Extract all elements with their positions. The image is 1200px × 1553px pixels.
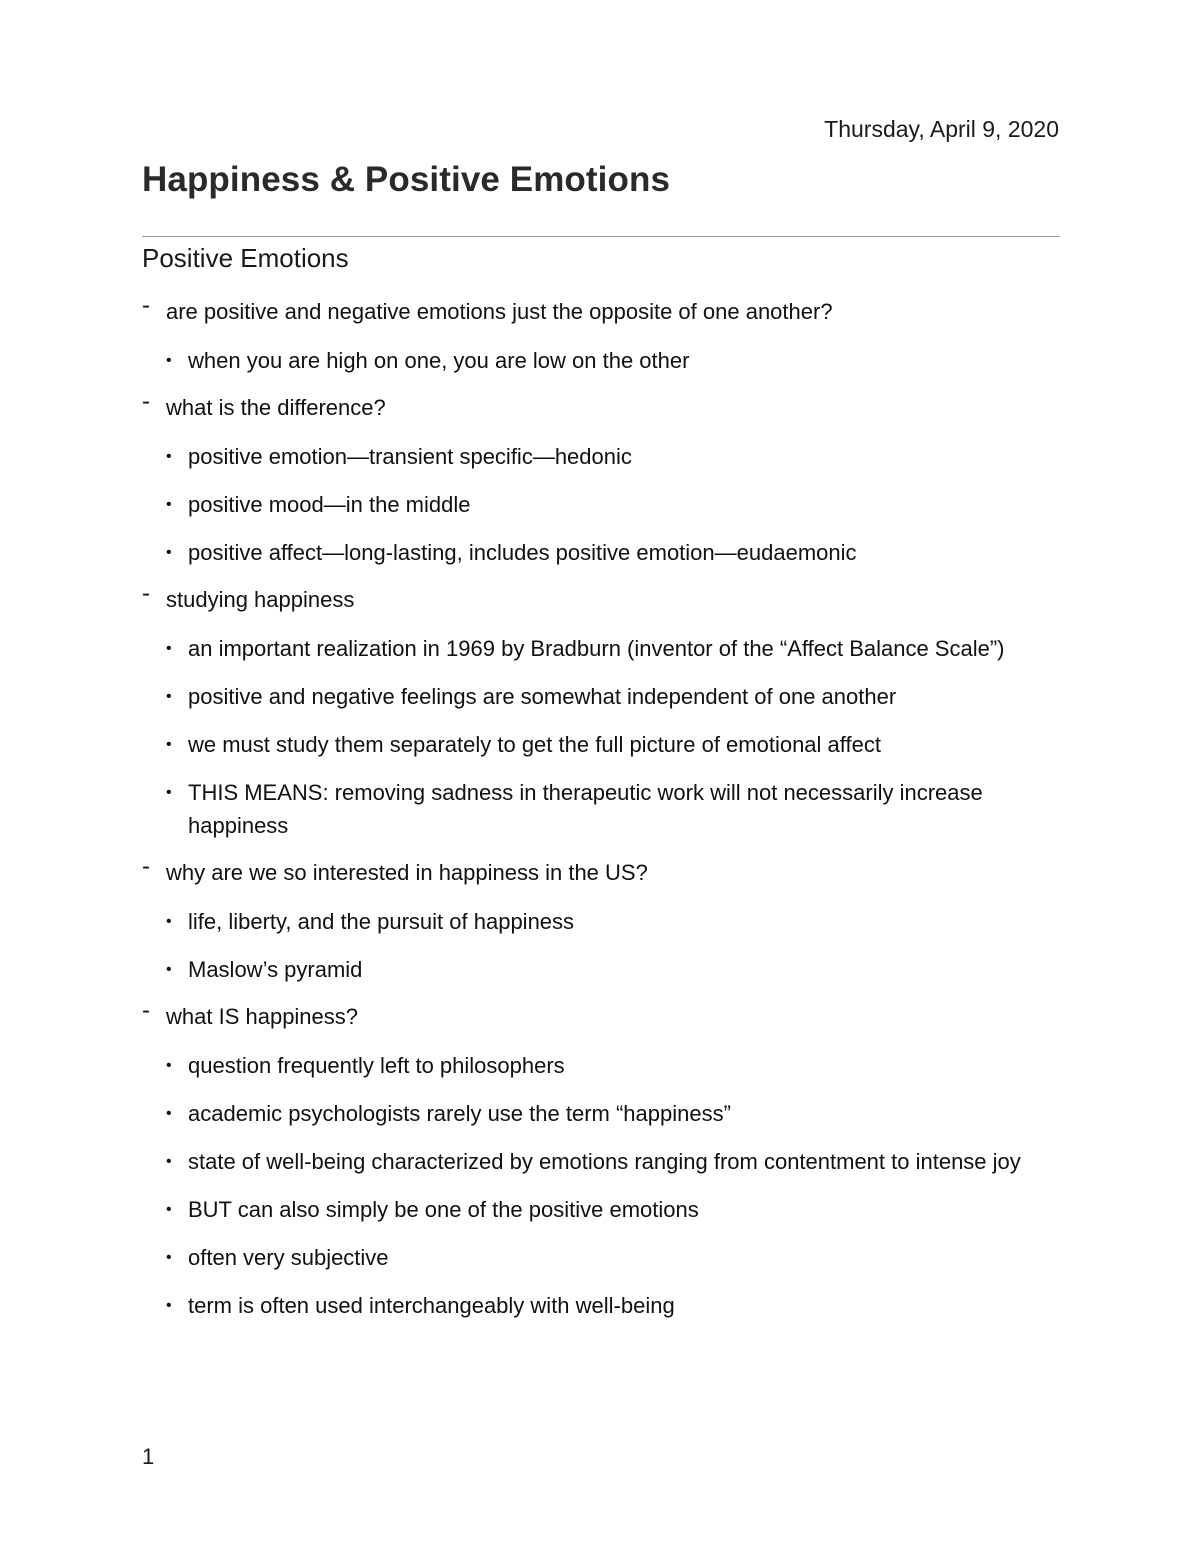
bullet-marker: • [166, 1057, 172, 1074]
sub-list [142, 1049, 1062, 1322]
sub-item [142, 1241, 1062, 1274]
outline-item-row [142, 388, 1062, 424]
bullet-marker: • [166, 913, 172, 930]
sub-item [142, 488, 1062, 521]
bullet-marker: • [166, 1105, 172, 1122]
sub-item [142, 1097, 1062, 1130]
sub-item [142, 728, 1062, 761]
section-heading: Positive Emotions [142, 243, 349, 273]
sub-item [142, 1049, 1062, 1082]
sub-item [142, 440, 1062, 473]
outline-item-row [142, 853, 1062, 889]
outline-item-row [142, 292, 1062, 328]
sub-item-text: term is often used interchangeably with well-being [188, 1293, 675, 1318]
sub-item [142, 776, 1062, 842]
sub-item-text: life, liberty, and the pursuit of happiness [188, 909, 575, 934]
sub-item-text: BUT can also simply be one of the positive emotions [188, 1197, 699, 1222]
sub-item-text: Maslow’s pyramid [188, 957, 363, 982]
sub-item [142, 1289, 1062, 1322]
bullet-marker: • [166, 1249, 172, 1266]
sub-item [142, 344, 1062, 377]
dash-marker: - [142, 997, 150, 1024]
sub-item [142, 1193, 1062, 1226]
outline-item-text: studying happiness [166, 587, 355, 612]
sub-item-text: we must study them separately to get the full picture of emotional affect [188, 732, 881, 757]
sub-item [142, 632, 1062, 665]
outline-item-text: what IS happiness? [166, 1004, 359, 1029]
dash-marker: - [142, 853, 150, 880]
sub-item-text: academic psychologists rarely use the term “happiness” [188, 1101, 731, 1126]
sub-item-text: question frequently left to philosophers [188, 1053, 565, 1078]
outline-item-row [142, 997, 1062, 1033]
bullet-marker: • [166, 496, 172, 513]
sub-item-text: often very subjective [188, 1245, 389, 1270]
sub-item-text: positive mood—in the middle [188, 492, 471, 517]
sub-item-text: positive and negative feelings are somewhat independent of one another [188, 684, 897, 709]
outline-item-text: are positive and negative emotions just the opposite of one another? [166, 299, 833, 324]
title-divider [142, 236, 1060, 237]
outline-item-row [142, 580, 1062, 616]
sub-item [142, 536, 1062, 569]
dash-marker: - [142, 388, 150, 415]
bullet-marker: • [166, 1153, 172, 1170]
outline-item [142, 580, 1062, 842]
sub-item [142, 1145, 1062, 1178]
sub-item-text: positive affect—long-lasting, includes positive emotion—eudaemonic [188, 540, 857, 565]
outline-item [142, 997, 1062, 1322]
bullet-marker: • [166, 544, 172, 561]
bullet-marker: • [166, 1297, 172, 1314]
sub-item [142, 905, 1062, 938]
bullet-marker: • [166, 640, 172, 657]
outline-item-text: what is the difference? [166, 395, 386, 420]
bullet-marker: • [166, 784, 172, 801]
sub-list [142, 905, 1062, 986]
outline-item [142, 292, 1062, 377]
sub-list [142, 440, 1062, 569]
bullet-marker: • [166, 352, 172, 369]
sub-item-text: an important realization in 1969 by Bradburn (inventor of the “Affect Balance Scale”) [188, 636, 1005, 661]
sub-item-text: when you are high on one, you are low on the other [188, 348, 690, 373]
bullet-marker: • [166, 1201, 172, 1218]
bullet-marker: • [166, 448, 172, 465]
sub-item-text: state of well-being characterized by emotions ranging from contentment to intense joy [188, 1149, 1021, 1174]
dash-marker: - [142, 580, 150, 607]
bullet-marker: • [166, 688, 172, 705]
sub-item [142, 680, 1062, 713]
dash-marker: - [142, 292, 150, 319]
bullet-marker: • [166, 736, 172, 753]
bullet-marker: • [166, 961, 172, 978]
page-number: 1 [142, 1444, 155, 1469]
outline-item-text: why are we so interested in happiness in the US? [166, 860, 648, 885]
sub-list [142, 344, 1062, 377]
document-date: Thursday, April 9, 2020 [824, 116, 1059, 142]
sub-item [142, 953, 1062, 986]
sub-item-text: THIS MEANS: removing sadness in therapeutic work will not necessarily increase happiness [188, 780, 983, 838]
outline-item [142, 853, 1062, 986]
outline-item [142, 388, 1062, 569]
document-title: Happiness & Positive Emotions [142, 160, 671, 199]
sub-item-text: positive emotion—transient specific—hedonic [188, 444, 632, 469]
sub-list [142, 632, 1062, 842]
notes-outline [142, 292, 1062, 1337]
